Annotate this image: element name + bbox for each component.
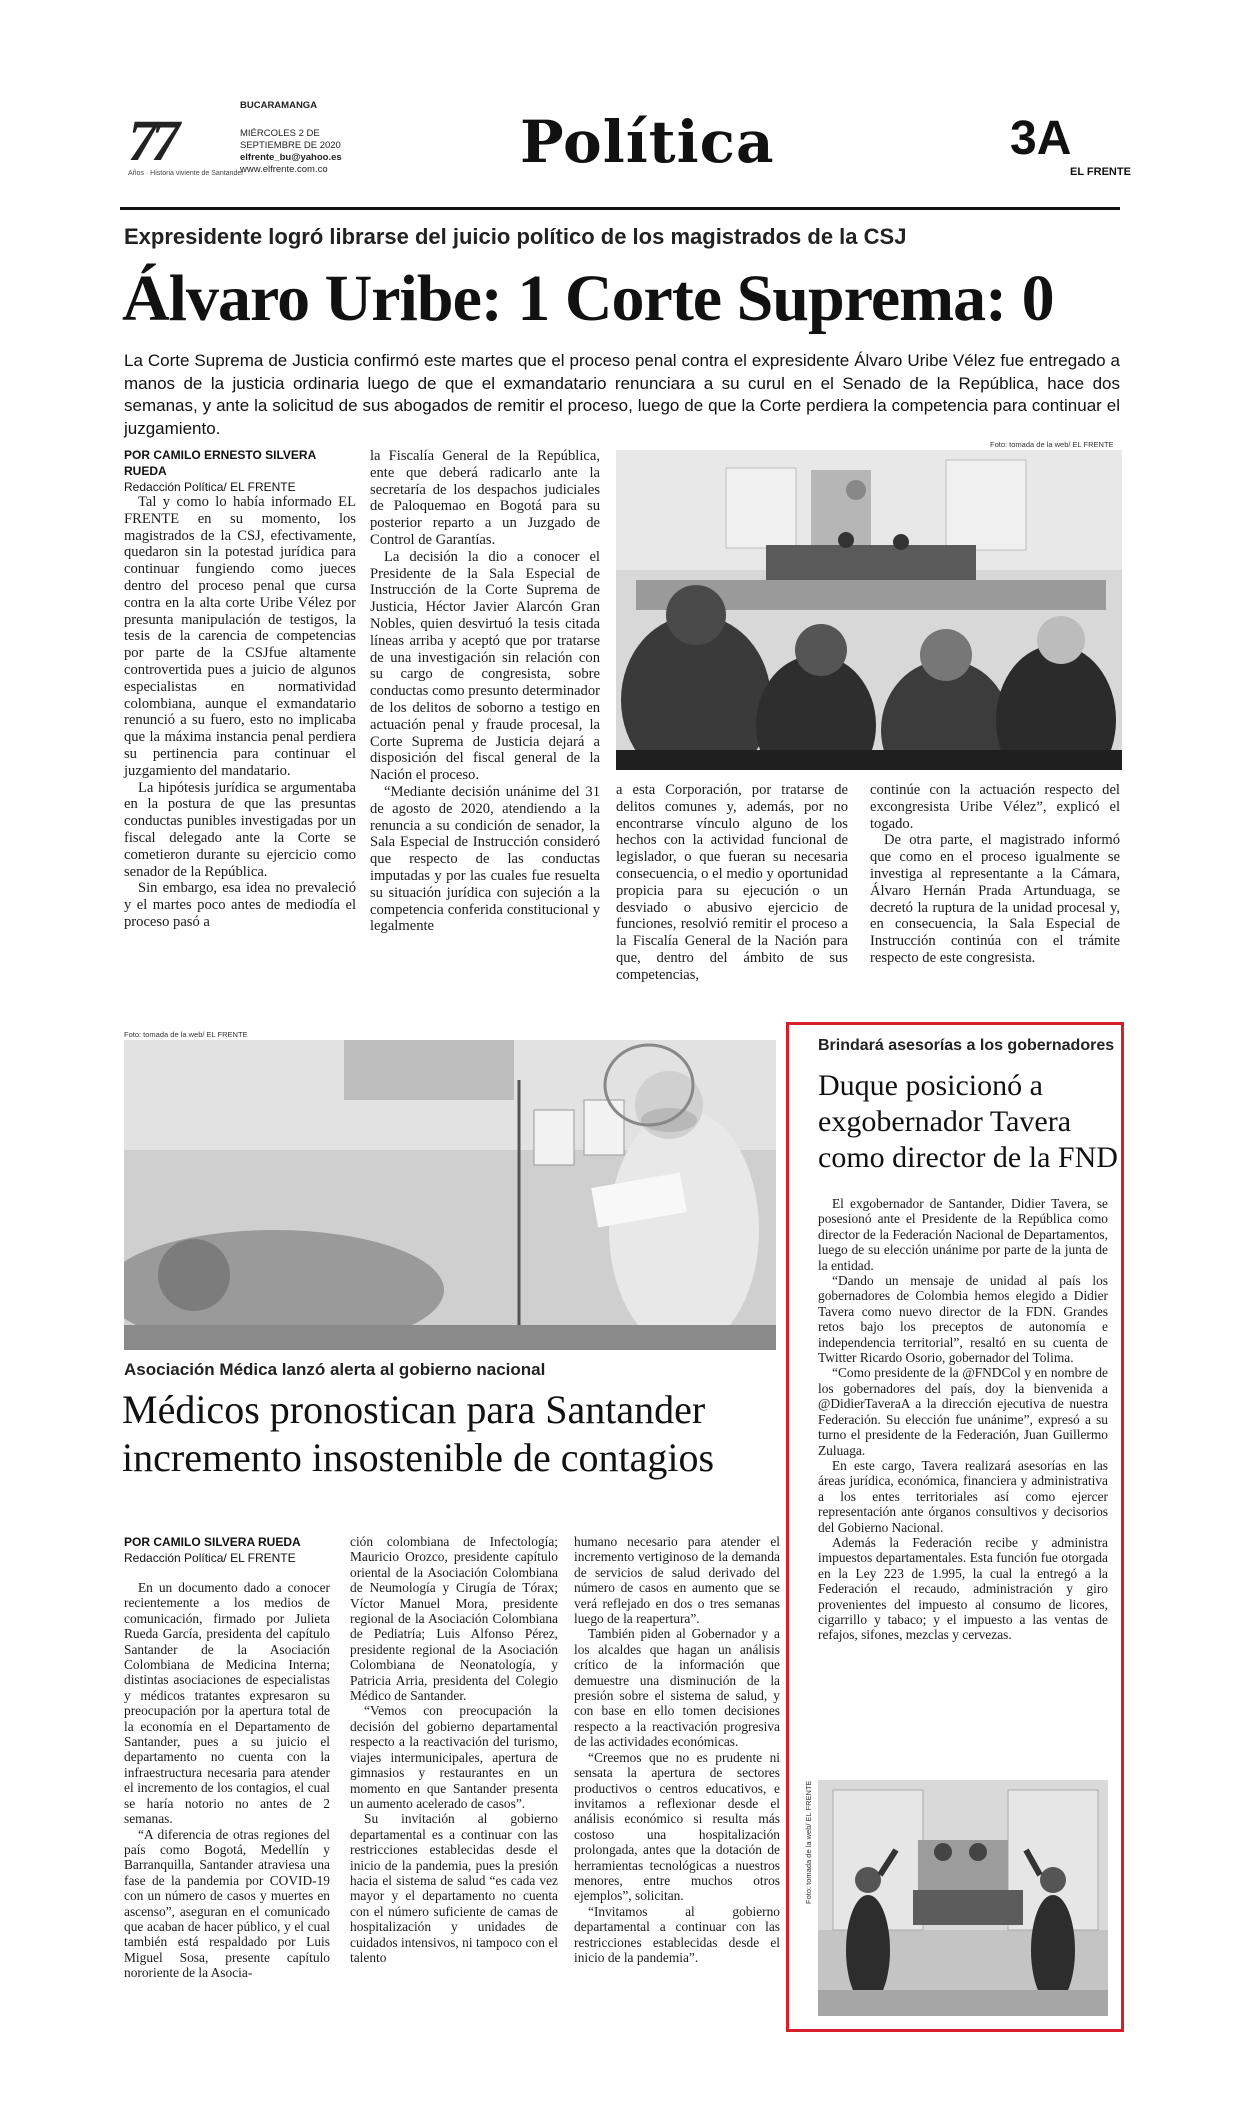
masthead-city: BUCARAMANGA	[240, 100, 318, 111]
paragraph: continúe con la actuación respecto del excongresista Uribe Vélez”, explicó el togado.	[870, 782, 1120, 832]
hospital-photo	[124, 1040, 776, 1350]
swearing-in-illustration	[818, 1780, 1108, 2016]
byline-paper: EL FRENTE	[230, 1551, 296, 1565]
paragraph: En este cargo, Tavera realizará asesorías en las áreas jurídica, económica, financiera y administrativa a los entes territoriales así como ejercer representación ante órganos consultivos y decisorios del Gobierno Nacional.	[818, 1457, 1108, 1535]
main-lede: La Corte Suprema de Justicia confirmó este martes que el proceso penal contra el expresidente Álvaro Uribe Vélez fue entregado a manos de la justicia ordinaria luego de que el exmandatario renunciara a su curul en el Senado de la República, hace dos semanas, y ante la solicitud de sus abogados de remitir el proceso, luego de que la Corte perdiera la competencia para continuar el juzgamiento.	[124, 351, 1120, 438]
logo-number: 77	[128, 108, 174, 173]
byline-desk: Redacción Política/	[124, 1551, 227, 1565]
paragraph: Su invitación al gobierno departamental es a continuar con las restricciones establecidas desde el inicio de la pandemia, pues la presión hacia el sistema de salud “es cada vez mayor y el departamento no cuenta con el número suficiente de camas de hospitalización y unidades de cuidados intensivos, ni tampoco con el talento	[350, 1811, 558, 1965]
medical-kicker: Asociación Médica lanzó alerta al gobierno nacional	[124, 1360, 546, 1379]
fnd-photo-credit: Foto: tomada de la web/ EL FRENTE	[804, 1780, 813, 1904]
section-title: Política	[520, 108, 775, 176]
paragraph: humano necesario para atender el incremento vertiginoso de la demanda de servicios de salud derivado del número de casos en aumento que se verá reflejado en dos o tres semanas luego de la reapertura”.	[574, 1534, 780, 1627]
paragraph: La hipótesis jurídica se argumentaba en la postura de que las presuntas conductas punibles investigadas por un fiscal delegado ante la Corte se cometieron durante su ejercicio como senador de la República.	[124, 779, 356, 880]
masthead-website: www.elfrente.com.co	[240, 164, 328, 175]
paragraph: “Vemos con preocupación la decisión del gobierno departamental respecto a la reactivación del turismo, viajes intermunicipales, apertura de gimnasios y restaurantes en un momento en que Santander presenta un aumento acelerado de casos”.	[350, 1703, 558, 1811]
main-headline: Álvaro Uribe: 1 Corte Suprema: 0	[122, 262, 1054, 335]
main-column-3	[616, 782, 848, 984]
main-column-1	[124, 494, 356, 931]
byline-name: POR CAMILO SILVERA RUEDA	[124, 1535, 301, 1549]
medical-headline: Médicos pronostican para Santander incremento insostenible de contagios	[122, 1387, 715, 1480]
court-hearing-photo	[616, 450, 1122, 770]
byline-name: POR CAMILO ERNESTO SILVERA RUEDA	[124, 448, 316, 478]
court-hearing-illustration	[616, 450, 1122, 770]
paragraph: En un documento dado a conocer recientemente a los medios de comunicación, firmado por Julieta Rueda García, presidenta del capítulo Santander de la Asociación Colombiana de Medicina Interna; distintas asociaciones de especialistas y médicos tratantes expresaron su preocupación por la apertura total de la economía en el Departamento de Santander, pues a su juicio el departamento no cuenta con la infraestructura necesaria para atender el incremento de los contagios, el cual se haría notorio no antes de 2 semanas.	[124, 1580, 330, 1827]
paragraph: Sin embargo, esa idea no prevaleció y el martes poco antes de mediodía el proceso pasó a	[124, 880, 356, 930]
page-number: 3A	[1010, 112, 1072, 165]
byline-desk: Redacción Política/	[124, 480, 227, 494]
paragraph: “Invitamos al gobierno departamental a continuar con las restricciones establecidas desde el inicio de la pandemia”.	[574, 1903, 780, 1965]
newspaper-logo	[128, 108, 244, 182]
paragraph: “Dando un mensaje de unidad al país los gobernadores de Colombia hemos elegido a Didier Tavera como nuevo director de la FDN. Grandes retos bajo los preceptos de autonomía e independencia territorial”, resaltó en su cuenta de Twitter Ricardo Osorio, gobernador del Tolima.	[818, 1273, 1108, 1366]
paragraph: También piden al Gobernador y a los alcaldes que hagan un análisis crítico de la información que demuestre una disminución de la presión sobre el sistema de salud, y con base en ello tomen decisiones respecto a la reactivación progresiva de las actividades económicas.	[574, 1626, 780, 1750]
paper-name: EL FRENTE	[1070, 166, 1131, 178]
byline-paper: EL FRENTE	[230, 480, 296, 494]
fnd-body	[818, 1196, 1108, 1643]
paragraph: Además la Federación recibe y administra impuestos departamentales. Esta función fue otorgada en la Ley 223 de 1.995, la cual la entregó a la Federación el recaudo, administración y giro provenientes del impuesto al consumo de licores, cigarrillo y tabaco; y el impuesto a las ventas de refajos, sifones, mezclas y cervezas.	[818, 1534, 1108, 1643]
fnd-headline: Duque posicionó a exgobernador Tavera como director de la FND	[818, 1069, 1118, 1174]
medical-byline	[124, 1534, 324, 1566]
medical-photo-credit: Foto: tomada de la web/ EL FRENTE	[124, 1030, 248, 1039]
paragraph: La decisión la dio a conocer el Presidente de la Sala Especial de Instrucción de la Corte Suprema de Justicia, Héctor Javier Alarcón Gran Nobles, quien desvirtuó la tesis citada líneas arriba y aceptó que por tratarse de una investigación sin relación con su cargo de congresista, sobre conductas como presunto determinador de los delitos de soborno a testigo en actuación penal y fraude procesal, la Corte Suprema de Justicia dejará a disposición del fiscal general de la Nación el proceso.	[370, 548, 600, 784]
paragraph: ción colombiana de Infectología; Mauricio Orozco, presidente capítulo oriental de la Asociación Colombiana de Neumología y Cirugía de Tórax; Víctor Manuel Mora, presidente regional de la Asociación Colombiana de Pediatría; Luis Alfonso Pérez, presidente regional de la Asociación Colombiana de Neonatología, y Patricia Arria, presidenta del Colegio Médico de Santander.	[350, 1534, 558, 1704]
paragraph: “Como presidente de la @FNDCol y en nombre de los gobernadores del país, doy la bienvenida a @DidierTaveraA a la dirección ejecutiva de nuestra Federación. Su elección fue unánime”, expresó a su turno el presidente de la Federación, Juan Guillermo Zuluaga.	[818, 1365, 1108, 1458]
masthead-rule	[120, 207, 1120, 210]
medical-column-3	[574, 1534, 780, 1965]
paragraph: Tal y como lo había informado EL FRENTE en su momento, los magistrados de la CSJ, efectivamente, quedaron sin la potestad jurídica para continuar fungiendo como jueces dentro del proceso penal que cursa contra en la alta corte Uribe Vélez por presunta manipulación de testigos, la tesis de la carencia de competencias por parte de la CSJfue altamente controvertida pues a juicio de algunos especialistas en normatividad colombiana, aunque el exmandatario renunció a su fuero, esto no implicaba que la máxima instancia penal perdiera su pertinencia para continuar el juzgamiento del mandatario.	[124, 494, 356, 779]
masthead-date: MIÉRCOLES 2 DE SEPTIEMBRE DE 2020	[240, 128, 341, 151]
paragraph: De otra parte, el magistrado informó que como en el proceso igualmente se investiga al representante a la Cámara, Álvaro Hernán Prada Artunduaga, se decretó la ruptura de la unidad procesal y, en consecuencia, la Sala Especial de Instrucción continúa con el trámite respecto de este congresista.	[870, 832, 1120, 966]
paragraph: “Mediante decisión unánime del 31 de agosto de 2020, atendiendo a la renuncia a su condición de senador, la Sala Especial de Instrucción consideró que respecto de las conductas imputadas y por las cuales fue resuelta su situación jurídica con sujeción a la competencia conferida constitucional y legalmente	[370, 783, 600, 935]
paragraph: El exgobernador de Santander, Didier Tavera, se posesionó ante el Presidente de la República como director de la Federación Nacional de Departamentos, luego de su elección unánime por parte de la junta de la entidad.	[818, 1196, 1108, 1273]
logo-tagline: Años · Historia viviente de Santander	[128, 170, 244, 177]
fnd-kicker: Brindará asesorías a los gobernadores	[818, 1037, 1115, 1054]
hospital-illustration	[124, 1040, 776, 1350]
main-kicker: Expresidente logró librarse del juicio político de los magistrados de la CSJ	[124, 224, 907, 249]
main-byline	[124, 447, 354, 495]
paragraph: “A diferencia de otras regiones del país como Bogotá, Medellín y Barranquilla, Santander atraviesa una fase de la pandemia por COVID-19 con un número de casos y muertes en ascenso”, aseguran en el comunicado que acaban de hacer público, y el cual también está respaldado por Luis Miguel Sosa, presente capítulo nororiente de la Asocia-	[124, 1826, 330, 1981]
paragraph: “Creemos que no es prudente ni sensata la apertura de sectores productivos o centros educativos, e invitamos a reflexionar desde el análisis económico si resulta más costoso una hospitalización prolongada, antes que la dotación de herramientas tecnológicas a nuestros menores, entre muchos otros ejemplos”, solicitan.	[574, 1749, 780, 1904]
paragraph: la Fiscalía General de la República, ente que deberá radicarlo ante la secretaría de los despachos judiciales de Paloquemao en Bogotá para su posterior reparto a un Juzgado de Control de Garantías.	[370, 448, 600, 548]
masthead-email: elfrente_bu@yahoo.es	[240, 152, 342, 163]
paragraph: a esta Corporación, por tratarse de delitos comunes y, además, por no encontrarse vínculo alguno de los hechos con la actividad funcional de legislador, o que fueran su necesaria consecuencia, o el medio y oportunidad propicia para su ejecución o un desviado o abusivo ejercicio de funciones, resolvió remitir el proceso a la Fiscalía General de la Nación para que, dentro del ámbito de sus competencias,	[616, 782, 848, 983]
main-photo-credit: Foto: tomada de la web/ EL FRENTE	[990, 440, 1114, 449]
medical-column-1	[124, 1580, 330, 1981]
swearing-in-photo	[818, 1780, 1108, 2016]
main-column-4	[870, 782, 1120, 967]
main-column-2	[370, 448, 600, 935]
medical-column-2	[350, 1534, 558, 1965]
